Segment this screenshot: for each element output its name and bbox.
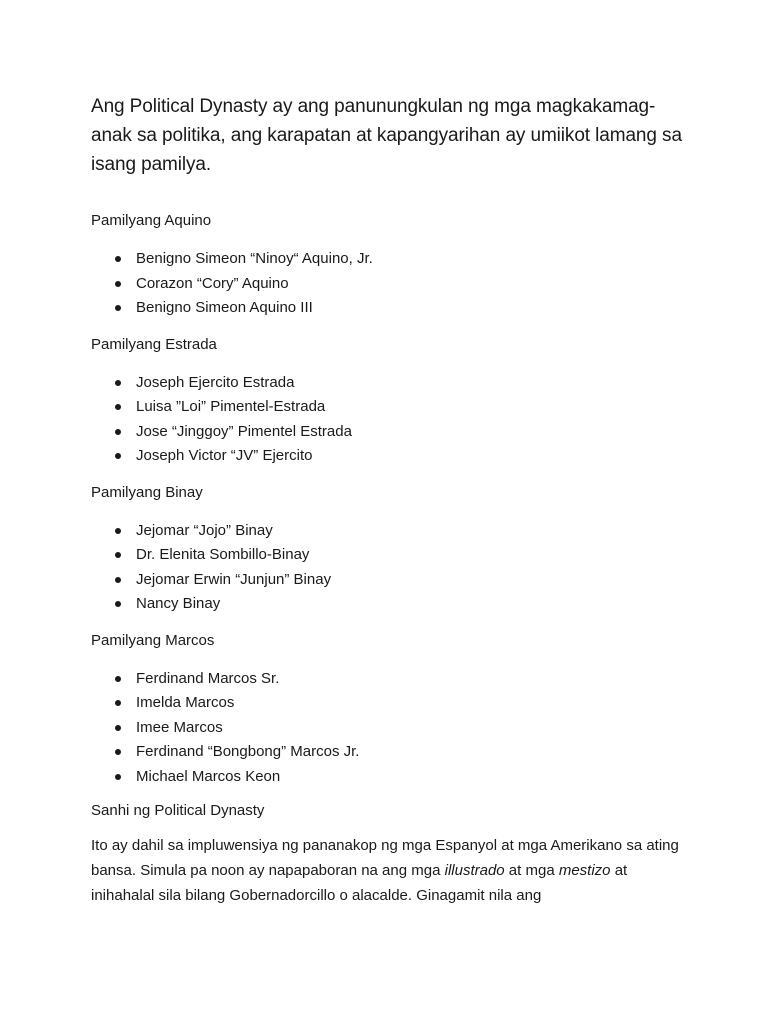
bullet-icon xyxy=(115,404,121,410)
list-item xyxy=(91,765,691,790)
list-item xyxy=(91,691,691,716)
list-item xyxy=(91,568,691,593)
bullet-icon xyxy=(115,453,121,459)
bullet-icon xyxy=(115,700,121,706)
list-item xyxy=(91,740,691,765)
bullet-icon xyxy=(115,281,121,287)
member-name: Dr. Elenita Sombillo-Binay xyxy=(136,546,310,563)
list-item xyxy=(91,395,691,420)
bullet-icon xyxy=(115,577,121,583)
member-list xyxy=(91,247,691,321)
member-name: Jose “Jinggoy” Pimentel Estrada xyxy=(136,422,352,440)
member-name: Ferdinand Marcos Sr. xyxy=(136,669,280,687)
sanhi-emphasis: illustrado xyxy=(444,862,505,879)
family-title: Pamilyang Marcos xyxy=(91,631,215,649)
member-name: Joseph Ejercito Estrada xyxy=(136,373,295,391)
list-item xyxy=(91,420,691,445)
family-title: Pamilyang Estrada xyxy=(91,335,217,353)
list-item xyxy=(91,444,691,469)
member-name: Corazon “Cory” Aquino xyxy=(136,274,289,292)
member-name: Luisa ”Loi” Pimentel-Estrada xyxy=(136,398,326,415)
sanhi-text-part: at inihahalal sila bilang Gobernadorcillo o alacalde. Ginagamit nila ang xyxy=(91,862,628,904)
member-list xyxy=(91,519,691,617)
sanhi-heading: Sanhi ng Political Dynasty xyxy=(91,802,265,819)
family-section-binay xyxy=(91,483,691,617)
member-name: Ferdinand “Bongbong” Marcos Jr. xyxy=(136,743,360,760)
list-item xyxy=(91,716,691,741)
bullet-icon xyxy=(115,528,121,534)
list-item xyxy=(91,543,691,568)
member-name: Benigno Simeon Aquino III xyxy=(136,299,313,316)
family-section-marcos xyxy=(91,631,691,790)
list-item xyxy=(91,296,691,321)
bullet-icon xyxy=(115,429,121,435)
sanhi-text-part: Ito ay dahil sa impluwensiya ng pananakop ng mga Espanyol at mga Amerikano sa ating bansa. Simula pa noon ay napapaboran na ang mga xyxy=(91,837,679,879)
bullet-icon xyxy=(115,774,121,780)
document-content xyxy=(91,92,691,908)
family-section-aquino xyxy=(91,211,691,321)
member-name: Michael Marcos Keon xyxy=(136,767,281,785)
member-name: Joseph Victor “JV” Ejercito xyxy=(136,447,313,464)
sanhi-text-part: at mga xyxy=(504,862,559,879)
bullet-icon xyxy=(115,552,121,558)
sanhi-paragraph xyxy=(91,833,691,908)
family-title: Pamilyang Binay xyxy=(91,483,203,501)
member-name: Jejomar “Jojo” Binay xyxy=(136,521,273,539)
member-list xyxy=(91,667,691,790)
intro-paragraph: Ang Political Dynasty ay ang panunungkulan ng mga magkakamag-anak sa politika, ang karapatan at kapangyarihan ay umiikot lamang sa isang pamilya. xyxy=(91,96,682,175)
list-item xyxy=(91,592,691,617)
list-item xyxy=(91,272,691,297)
member-name: Benigno Simeon “Ninoy“ Aquino, Jr. xyxy=(136,250,373,267)
member-name: Imelda Marcos xyxy=(136,694,235,711)
list-item xyxy=(91,247,691,272)
bullet-icon xyxy=(115,380,121,386)
bullet-icon xyxy=(115,256,121,262)
bullet-icon xyxy=(115,601,121,607)
member-name: Nancy Binay xyxy=(136,595,221,612)
bullet-icon xyxy=(115,305,121,311)
bullet-icon xyxy=(115,749,121,755)
bullet-icon xyxy=(115,725,121,731)
member-name: Imee Marcos xyxy=(136,718,223,736)
list-item xyxy=(91,519,691,544)
list-item xyxy=(91,667,691,692)
family-title: Pamilyang Aquino xyxy=(91,212,212,229)
family-section-estrada xyxy=(91,335,691,469)
sanhi-emphasis: mestizo xyxy=(558,862,611,879)
list-item xyxy=(91,371,691,396)
member-name: Jejomar Erwin “Junjun” Binay xyxy=(136,570,332,588)
bullet-icon xyxy=(115,676,121,682)
member-list xyxy=(91,371,691,469)
